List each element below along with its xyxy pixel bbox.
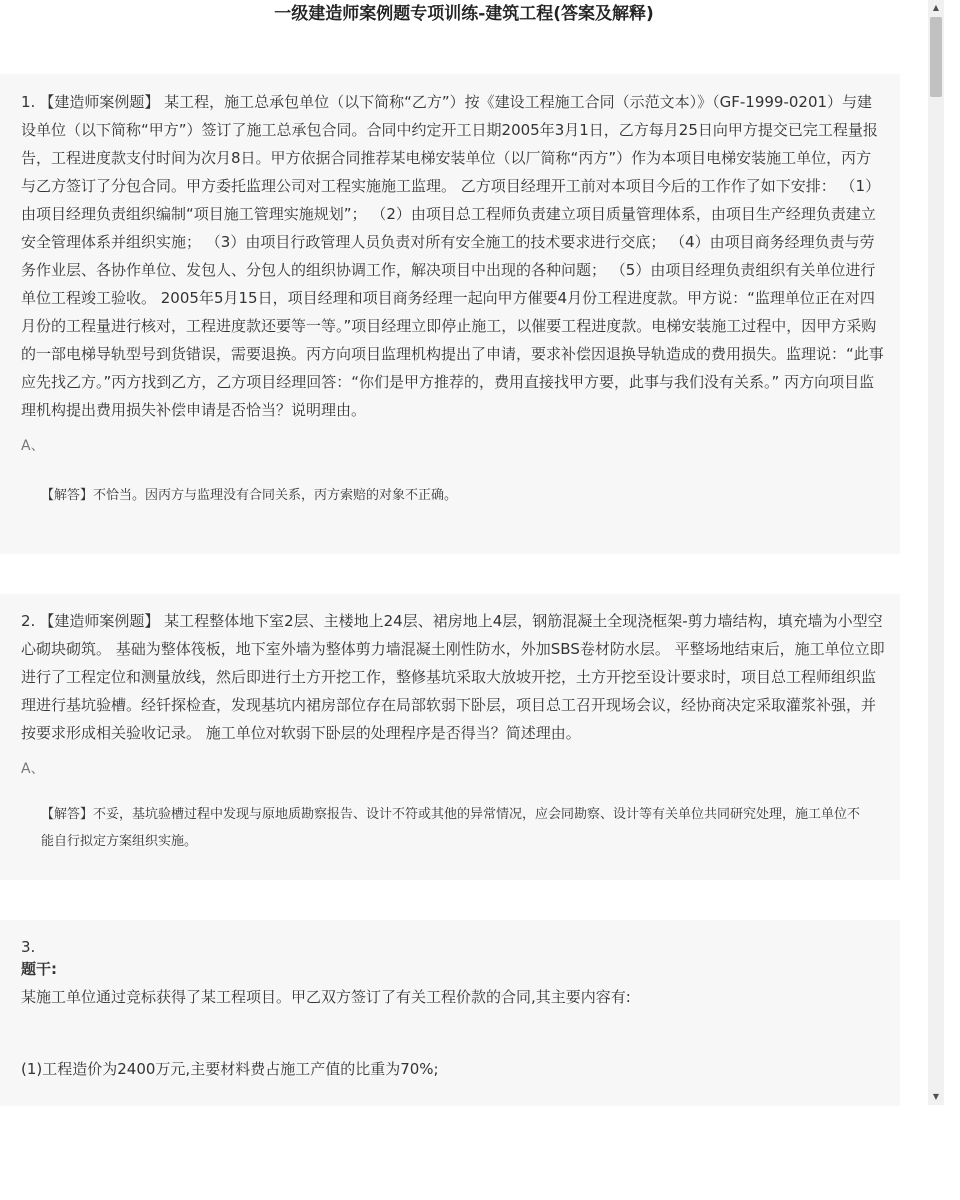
question-card-1 — [0, 74, 900, 554]
scroll-down-icon[interactable]: ▼ — [932, 1092, 940, 1101]
stem-line: 某施工单位通过竞标获得了某工程项目。甲乙双方签订了有关工程价款的合同,其主要内容有: — [21, 988, 631, 1006]
answer-text: 【解答】不妥，基坑验槽过程中发现与原地质勘察报告、设计不符或其他的异常情况，应会同勘察、设计等有关单位共同研究处理，施工单位不能自行拟定方案组织实施。 — [41, 807, 861, 849]
scrollbar-thumb[interactable] — [930, 17, 942, 97]
scroll-up-icon[interactable]: ▲ — [932, 3, 940, 12]
vertical-scrollbar[interactable] — [928, 0, 944, 1105]
question-text — [21, 607, 886, 747]
question-number: 1. — [21, 93, 36, 111]
answer-text: 【解答】不恰当。因丙方与监理没有合同关系，丙方索赔的对象不正确。 — [41, 488, 458, 503]
question-body: 【建造师案例题】 某工程整体地下室2层、主楼地上24层、裙房地上4层，钢筋混凝土全现浇框架-剪力墙结构，填充墙为小型空心砌块砌筑。 基础为整体筏板，地下室外墙为整体剪力墙混凝土刚性防水，外加SBS卷材防水层。 平整场地结束后，施工单位立即进行了工程定位和测量放线，然后即进行土方开挖工作，整修基坑采取大放坡开挖，土方开挖至设计要求时，项目总工程师组织监理进行基坑验槽。经钎探检查，发现基坑内裙房部位存在局部软弱下卧层，项目总工召开现场会议，经协商决定采取灌浆补强，并按要求形成相关验收记录。 施工单位对软弱下卧层的处理程序是否得当？简述理由。 — [21, 612, 885, 742]
question-text — [21, 88, 886, 424]
stem-line: (1)工程造价为2400万元,主要材料费占施工产值的比重为70%; — [21, 1060, 439, 1078]
page-title: 一级建造师案例题专项训练-建筑工程(答案及解释) — [274, 4, 654, 24]
question-number: 3. — [21, 938, 36, 956]
option-label: A、 — [21, 761, 45, 777]
question-card-2 — [0, 594, 900, 880]
question-number: 2. — [21, 612, 36, 630]
question-card-3 — [0, 920, 900, 1106]
option-label: A、 — [21, 438, 45, 454]
question-body: 【建造师案例题】 某工程，施工总承包单位（以下简称“乙方”）按《建设工程施工合同（示范文本）》（GF-1999-0201）与建设单位（以下简称“甲方”）签订了施工总承包合同。合同中约定开工日期2005年3月1日，乙方每月25日向甲方提交已完工程量报告，工程进度款支付时间为次月8日。甲方依据合同推荐某电梯安装单位（以厂简称“丙方”）作为本项目电梯安装施工单位，丙方与乙方签订了分包合同。甲方委托监理公司对工程实施施工监理。 乙方项目经理开工前对本项目今后的工作作了如下安排： （1）由项目经理负责组织编制“项目施工管理实施规划”； （2）由项目总工程师负责建立项目质量管理体系，由项目生产经理负责建立安全管理体系并组织实施； （3）由项目行政管理人员负责对所有安全施工的技术要求进行交底； （4）由项目商务经理负责与劳务作业层、各协作单位、发包人、分包人的组织协调工作，解决项目中出现的各种问题； （5）由项目经理负责组织有关单位进行单位工程竣工验收。 2005年5月15日，项目经理和项目商务经理一起向甲方催要4月份工程进度款。甲方说：“监理单位正在对四月份的工程量进行核对，工程进度款还要等一等。”项目经理立即停止施工，以催要工程进度款。电梯安装施工过程中，因甲方采购的一部电梯导轨型号到货错误，需要退换。丙方向项目监理机构提出了申请，要求补偿因退换导轨造成的费用损失。监理说：“此事应先找乙方。”丙方找到乙方，乙方项目经理回答：“你们是甲方推荐的，费用直接找甲方要，此事与我们没有关系。” 丙方向项目监理机构提出费用损失补偿申请是否恰当？说明理由。 — [21, 93, 884, 419]
stem-label: 题干: — [21, 960, 57, 978]
